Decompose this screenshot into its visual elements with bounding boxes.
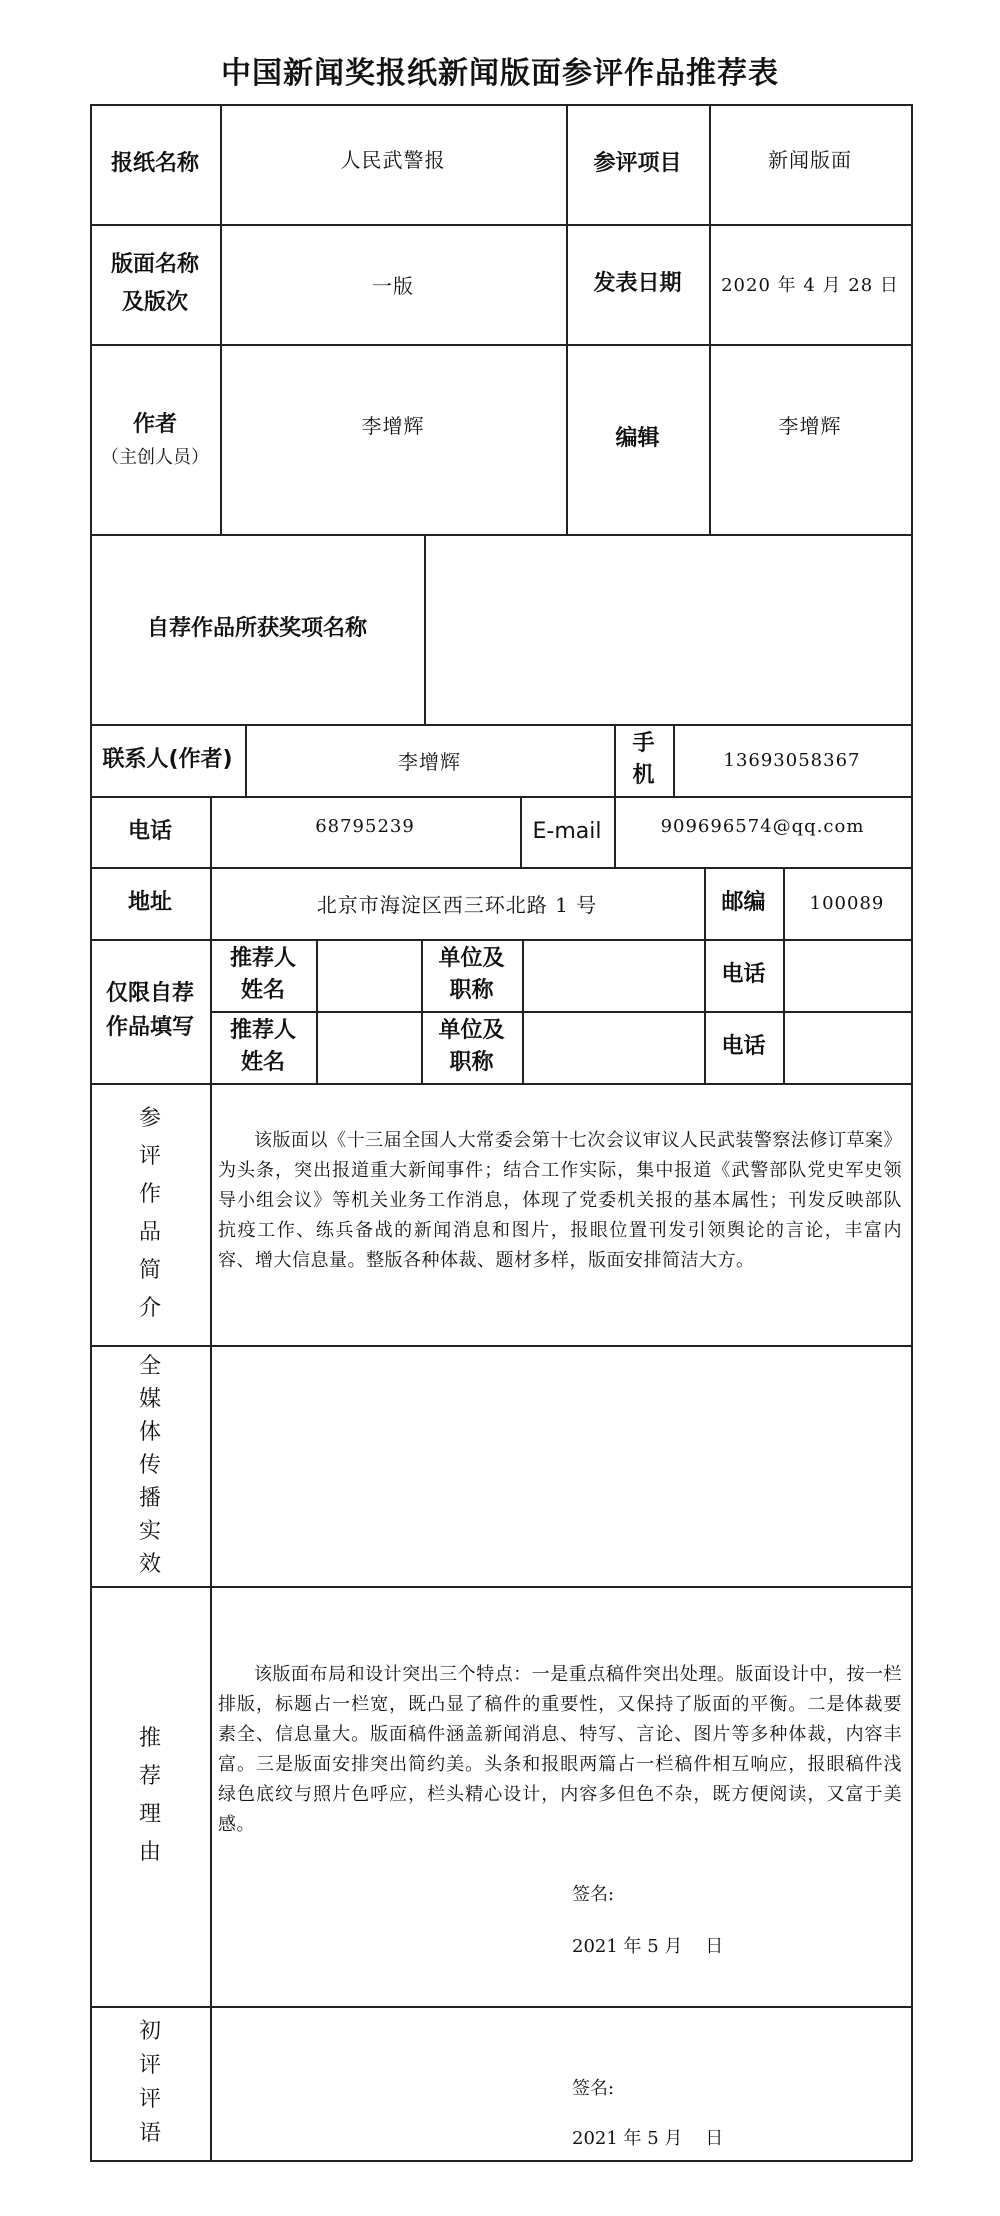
row-divider <box>90 1586 912 1588</box>
phone-value: 68795239 <box>315 816 415 837</box>
self-recommend-label <box>90 939 210 1083</box>
review-label-char: 评 <box>138 2053 161 2078</box>
author-label-sub: （主创人员） <box>101 447 209 468</box>
reason-label-char: 推 <box>138 1726 161 1751</box>
unit-label-line2: 职称 <box>449 1050 494 1075</box>
form-title: 中国新闻奖报纸新闻版面参评作品推荐表 <box>221 56 779 91</box>
unit-label-line1: 单位及 <box>438 946 505 971</box>
address-label: 地址 <box>127 890 172 915</box>
intro-label-char: 品 <box>138 1220 161 1245</box>
intro-text: 该版面以《十三届全国人大常委会第十七次会议审议人民武装警察法修订草案》为头条，突出报道重大新闻事件；结合工作实际，集中报道《武警部队党史军史领导小组会议》等机关业务工作消息，体现了党委机关报的基本属性；刊发反映部队抗疫工作、练兵备战的新闻消息和图片，报眼位置刊发引领舆论的言论，丰富内容、增大信息量。整版各种体裁、题材多样，版面安排简洁大方。 <box>218 1130 902 1271</box>
phone-label: 电话 <box>127 818 172 844</box>
unit-label-line1: 单位及 <box>438 1018 505 1043</box>
table-border-right <box>911 104 913 2161</box>
col-divider <box>210 1083 212 2160</box>
recommender-phone-field <box>783 1011 911 1083</box>
zip-label: 邮编 <box>721 890 766 915</box>
unit-title-field <box>522 939 704 1011</box>
intro-label-char: 作 <box>138 1182 161 1207</box>
intro-label-char: 简 <box>138 1258 161 1283</box>
reason-text: 该版面布局和设计突出三个特点：一是重点稿件突出处理。版面设计中，按一栏排版，标题占一栏宽，既凸显了稿件的重要性，又保持了版面的平衡。二是体裁要素全、信息量大。版面稿件涵盖新闻消息、特写、言论、图片等多种体裁，内容丰富。三是版面安排突出简约美。头条和报眼两篇占一栏稿件相互响应，报眼稿件浅绿色底纹与照片色呼应，栏头精心设计，内容多但色不杂，既方便阅读，又富于美感。 <box>218 1664 902 1835</box>
contact-label: 联系人(作者) <box>102 747 233 772</box>
mobile-label-line2: 机 <box>632 763 655 788</box>
review-signature-label: 签名: <box>572 2078 615 2099</box>
intro-label-char: 评 <box>138 1144 161 1169</box>
recommender-name-label <box>210 939 316 1011</box>
newspaper-name-label: 报纸名称 <box>110 151 199 176</box>
review-label-char: 语 <box>138 2121 161 2146</box>
reason-date: 2021 年 5 月 日 <box>572 1936 724 1957</box>
publish-date-label: 发表日期 <box>593 271 682 296</box>
media-label-char: 传 <box>138 1453 161 1478</box>
category-value: 新闻版面 <box>768 147 852 172</box>
newspaper-name-value: 人民武警报 <box>340 147 446 172</box>
page-name-label-line1: 版面名称 <box>110 252 199 277</box>
category-label: 参评项目 <box>593 151 682 176</box>
review-label-char: 评 <box>138 2087 161 2112</box>
review-label-char: 初 <box>138 2019 161 2044</box>
media-label-char: 播 <box>138 1486 161 1511</box>
author-value: 李增辉 <box>361 413 425 438</box>
zip-value: 100089 <box>809 892 885 914</box>
address-value: 北京市海淀区西三环北路 1 号 <box>316 892 598 917</box>
unit-label-line2: 职称 <box>449 978 494 1003</box>
reason-label-char: 理 <box>138 1802 161 1827</box>
media-label <box>90 1345 210 1586</box>
recommender-name-field <box>316 1011 421 1083</box>
self-recommend-label-line1: 仅限自荐 <box>105 981 194 1006</box>
page-name-label-line2: 及版次 <box>121 290 188 315</box>
unit-title-field <box>522 1011 704 1083</box>
unit-title-label <box>421 939 522 1011</box>
mobile-value: 13693058367 <box>723 749 861 771</box>
mobile-label-line1: 手 <box>632 731 655 756</box>
media-label-char: 效 <box>138 1552 161 1577</box>
recommender-label-line1: 推荐人 <box>229 946 296 971</box>
recommender-name-label <box>210 1011 316 1083</box>
intro-label <box>90 1083 210 1345</box>
self-recommend-label-line2: 作品填写 <box>105 1015 194 1040</box>
page-name-value: 一版 <box>372 273 414 298</box>
media-label-char: 体 <box>138 1420 161 1445</box>
review-date: 2021 年 5 月 日 <box>572 2128 724 2149</box>
media-label-char: 实 <box>138 1519 161 1544</box>
award-label: 自荐作品所获奖项名称 <box>146 616 367 641</box>
row-divider <box>90 1083 912 1085</box>
mobile-label <box>614 724 673 796</box>
recommender-label-line2: 姓名 <box>240 978 285 1003</box>
editor-label: 编辑 <box>615 426 660 451</box>
intro-label-char: 介 <box>138 1296 161 1321</box>
email-label: E-mail <box>532 818 602 844</box>
recommender-name-field <box>316 939 421 1011</box>
author-label-main: 作者 <box>132 412 177 437</box>
reason-label-char: 由 <box>138 1840 161 1865</box>
recommender-label-line2: 姓名 <box>240 1050 285 1075</box>
recommender-phone-label: 电话 <box>721 962 766 987</box>
review-label <box>90 2006 210 2160</box>
email-value: 909696574@qq.com <box>660 816 865 837</box>
author-label <box>90 344 220 534</box>
page-name-label <box>90 224 220 344</box>
media-label-char: 全 <box>138 1354 161 1379</box>
recommender-phone-field <box>783 939 911 1011</box>
unit-title-label <box>421 1011 522 1083</box>
reason-label <box>90 1586 210 2006</box>
editor-value: 李增辉 <box>778 413 842 438</box>
recommender-phone-label: 电话 <box>721 1034 766 1059</box>
reason-signature-label: 签名: <box>572 1884 615 1905</box>
contact-value: 李增辉 <box>398 749 461 774</box>
media-label-char: 媒 <box>138 1387 161 1412</box>
row-divider <box>90 2006 912 2008</box>
row-divider <box>90 1345 912 1347</box>
recommender-label-line1: 推荐人 <box>229 1018 296 1043</box>
intro-label-char: 参 <box>138 1106 161 1131</box>
reason-label-char: 荐 <box>138 1764 161 1789</box>
award-value <box>424 534 911 724</box>
table-border-bottom <box>90 2160 912 2162</box>
publish-date-value: 2020 年 4 月 28 日 <box>721 275 899 296</box>
